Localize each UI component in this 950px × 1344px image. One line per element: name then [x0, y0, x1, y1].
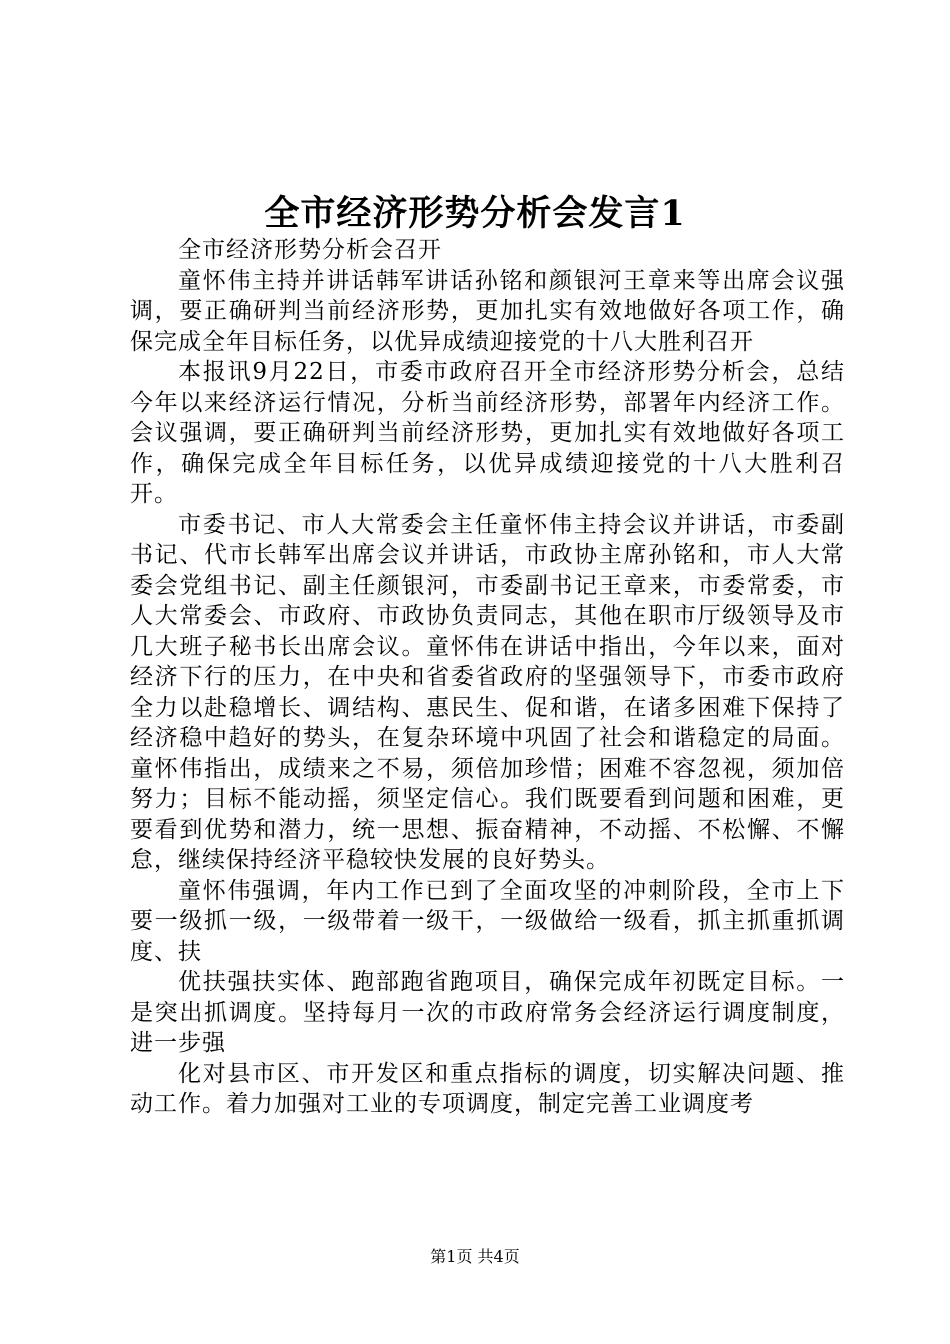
paragraph: 优扶强扶实体、跑部跑省跑项目，确保完成年初既定目标。一是突出抓调度。坚持每月一次的市政府常务会经济运行调度制度，进一步强	[130, 969, 845, 1056]
paragraph: 童怀伟主持并讲话韩军讲话孙铭和颜银河王章来等出席会议强调，要正确研判当前经济形势，更加扎实有效地做好各项工作，确保完成全年目标任务，以优异成绩迎接党的十八大胜利召开	[130, 267, 845, 355]
page-footer: 第1页 共4页	[430, 1247, 520, 1266]
paragraph: 本报讯9月22日，市委市政府召开全市经济形势分析会，总结今年以来经济运行情况，分析当前经济形势，部署年内经济工作。会议强调，要正确研判当前经济形势，更加扎实有效地做好各项工作，确保完成全年目标任务，以优异成绩迎接党的十八大胜利召开。	[130, 359, 845, 507]
paragraph: 市委书记、市人大常委会主任童怀伟主持会议并讲话，市委副书记、代市长韩军出席会议并讲话，市政协主席孙铭和，市人大常委会党组书记、副主任颜银河，市委副书记王章来，市委常委，市人大常委会、市政府、市政协负责同志，其他在职市厅级领导及市几大班子秘书长出席会议。童怀伟在讲话中指出，今年以来，面对经济下行的压力，在中央和省委省政府的坚强领导下，市委市政府全力以赴稳增长、调结构、惠民生、促和谐，在诸多困难下保持了经济稳中趋好的势头，在复杂环境中巩固了社会和谐稳定的局面。童怀伟指出，成绩来之不易，须倍加珍惜；困难不容忽视，须加倍努力；目标不能动摇，须坚定信心。我们既要看到问题和困难，更要看到优势和潜力，统一思想、振奋精神，不动摇、不松懈、不懈怠，继续保持经济平稳较快发展的良好势头。	[130, 511, 845, 873]
paragraph: 化对县市区、市开发区和重点指标的调度，切实解决问题、推动工作。着力加强对工业的专项调度，制定完善工业调度考	[130, 1060, 845, 1117]
document-title: 全市经济形势分析会发言1	[264, 193, 686, 234]
paragraph: 全市经济形势分析会召开	[178, 237, 442, 263]
paragraph: 童怀伟强调，年内工作已到了全面攻坚的冲刺阶段，全市上下要一级抓一级，一级带着一级干，一级做给一级看，抓主抓重抓调度、扶	[130, 877, 845, 965]
document-body	[130, 235, 845, 1120]
